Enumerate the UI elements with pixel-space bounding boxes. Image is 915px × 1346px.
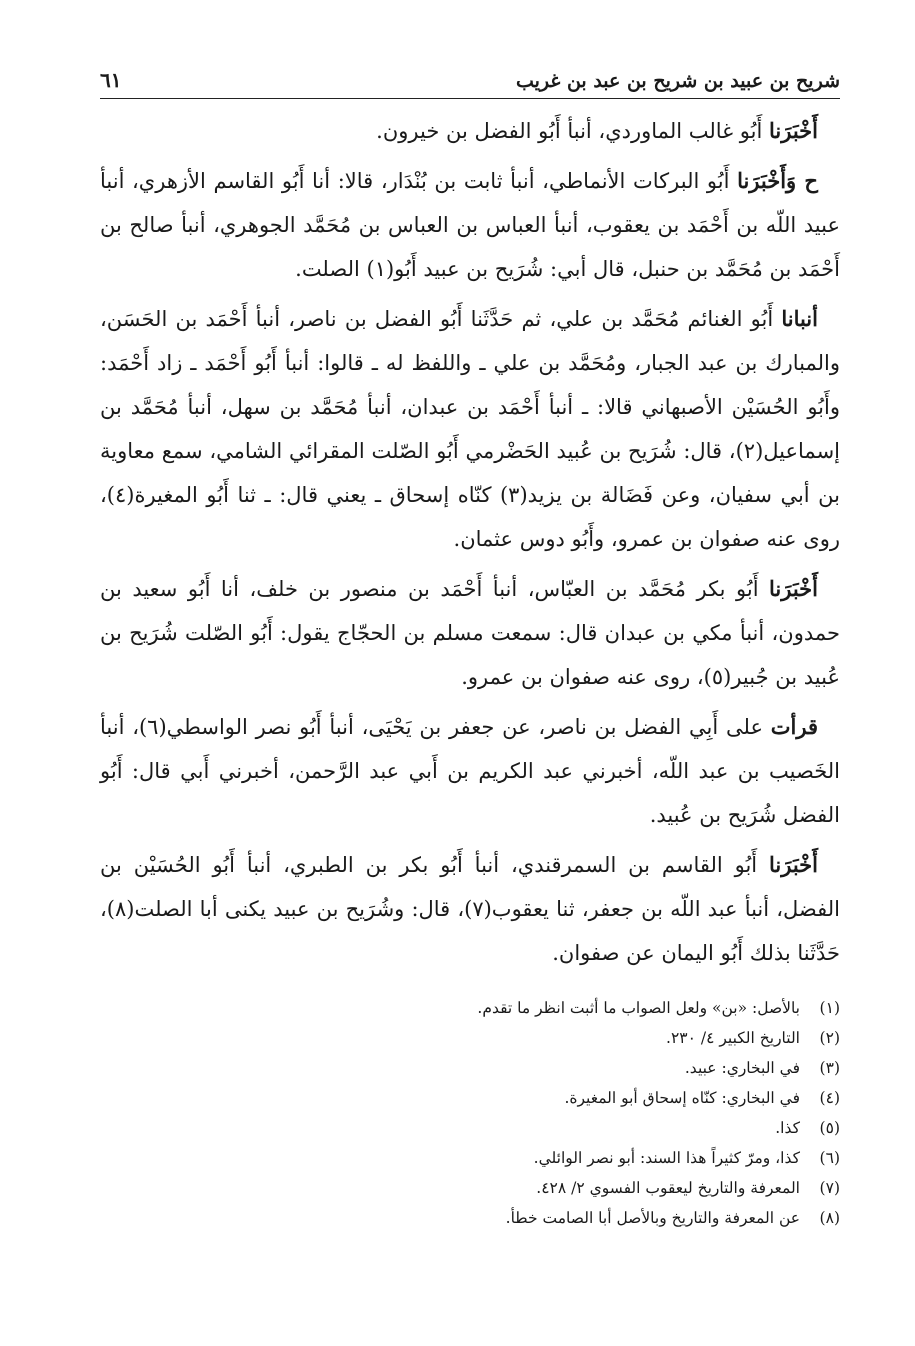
footnote-text: المعرفة والتاريخ ليعقوب الفسوي ٢/ ٤٢٨.	[536, 1179, 800, 1197]
footnote	[100, 1143, 840, 1173]
paragraph	[100, 843, 840, 975]
footnote-number: (٦)	[819, 1149, 840, 1167]
paragraph-text: على أَبِي الفضل بن ناصر، عن جعفر بن يَحْيَى، أنبأ أَبُو نصر الواسطي(٦)، أنبأ الخَصيب بن عبد اللّه، أخبرني عبد الكريم بن أَبي عبد الرَّحمن، أخبرني أَبي قال: أَبُو الفضل شُرَيح بن عُبيد.	[100, 715, 840, 827]
paragraph-lead: أنبانا	[781, 306, 818, 331]
footnote-text: بالأصل: «بن» ولعل الصواب ما أثبت انظر ما تقدم.	[477, 999, 800, 1017]
footnote-text: كذا.	[775, 1119, 800, 1137]
page-number: ٦١	[100, 68, 122, 92]
paragraph-text: أَبُو غالب الماوردي، أنبأ أَبُو الفضل بن خيرون.	[376, 119, 770, 143]
footnote	[100, 1203, 840, 1233]
footnote	[100, 1023, 840, 1053]
footnote-text: في البخاري: كنّاه إسحاق أبو المغيرة.	[564, 1089, 800, 1107]
footnote-number: (٤)	[819, 1089, 840, 1107]
footnote	[100, 1173, 840, 1203]
footnote-text: عن المعرفة والتاريخ وبالأصل أبا الصامت خطأ.	[505, 1209, 800, 1227]
paragraph-text: أَبُو الغنائم مُحَمَّد بن علي، ثم حَدَّثَنا أَبُو الفضل بن ناصر، أنبأ أَحْمَد بن الحَسَن، والمبارك بن عبد الجبار، ومُحَمَّد بن علي ـ واللفظ له ـ قالوا: أنبأ أَبُو أَحْمَد ـ زاد أَحْمَد: وأَبُو الحُسَيْن الأصبهاني قالا: ـ أنبأ أَحْمَد بن عبدان، أنبأ مُحَمَّد بن سهل، أنبأ مُحَمَّد بن إسماعيل(٢)، قال: شُرَيح بن عُبيد الحَضْرمي أَبُو الصّلت المقرائي الشامي، سمع معاوية بن أبي سفيان، وعن فَضَالة بن يزيد(٣) كنّاه إسحاق ـ يعني قال: ـ ثنا أَبُو المغيرة(٤)، روى عنه صفوان بن عمرو، وأَبُو دوس عثمان.	[100, 307, 840, 551]
paragraph-text: أَبُو بكر مُحَمَّد بن العبّاس، أنبأ أَحْمَد بن منصور بن خلف، أنا أَبُو سعيد بن حمدون، أنبأ مكي بن عبدان قال: سمعت مسلم بن الحجّاج يقول: أَبُو الصّلت شُرَيح بن عُبيد بن جُبير(٥)، روى عنه صفوان بن عمرو.	[100, 577, 840, 689]
footnotes	[100, 993, 840, 1233]
footnote-number: (٧)	[819, 1179, 840, 1197]
footnote-number: (٣)	[819, 1059, 840, 1077]
paragraph	[100, 567, 840, 699]
book-page	[100, 58, 840, 1233]
footnote-text: التاريخ الكبير ٤/ ٢٣٠.	[666, 1029, 800, 1047]
footnote-number: (١)	[819, 999, 840, 1017]
footnote-number: (٨)	[819, 1209, 840, 1227]
paragraph	[100, 159, 840, 291]
footnote-number: (٢)	[819, 1029, 840, 1047]
paragraph-lead: أَخْبَرَنا	[769, 576, 818, 601]
paragraph	[100, 297, 840, 561]
footnote	[100, 1083, 840, 1113]
footnote	[100, 1053, 840, 1083]
footnote-number: (٥)	[819, 1119, 840, 1137]
paragraph-text: أَبُو القاسم بن السمرقندي، أنبأ أَبُو بكر بن الطبري، أنبأ أَبُو الحُسَيْن بن الفضل، أنبأ عبد اللّه بن جعفر، ثنا يعقوب(٧)، قال: وشُرَيح بن عبيد يكنى أبا الصلت(٨)، حَدَّثَنا بذلك أَبُو اليمان عن صفوان.	[100, 853, 840, 965]
footnote	[100, 993, 840, 1023]
main-text	[100, 109, 840, 975]
paragraph-text: أَبُو البركات الأنماطي، أنبأ ثابت بن بُنْدَار، قالا: أنا أَبُو القاسم الأزهري، أنبأ عبيد اللّه بن أَحْمَد بن يعقوب، أنبأ العباس بن العباس بن مُحَمَّد الجوهري، أنبأ صالح بن أَحْمَد بن مُحَمَّد بن حنبل، قال أبي: شُرَيح بن عبيد أَبُو(١) الصلت.	[100, 169, 840, 281]
running-title: شريح بن عبيد بن شريح بن عبد بن غريب	[515, 70, 840, 92]
paragraph-lead: أَخْبَرَنا	[769, 852, 818, 877]
paragraph	[100, 705, 840, 837]
paragraph	[100, 109, 840, 153]
paragraph-lead: ح وَأَخْبَرَنا	[737, 168, 818, 193]
footnote-text: كذا، ومرّ كثيراً هذا السند: أبو نصر الوائلي.	[533, 1149, 800, 1167]
footnote	[100, 1113, 840, 1143]
footnote-text: في البخاري: عبيد.	[684, 1059, 800, 1077]
paragraph-lead: أَخْبَرَنا	[769, 118, 818, 143]
paragraph-lead: قرأت	[770, 714, 818, 739]
page-header	[100, 58, 840, 99]
